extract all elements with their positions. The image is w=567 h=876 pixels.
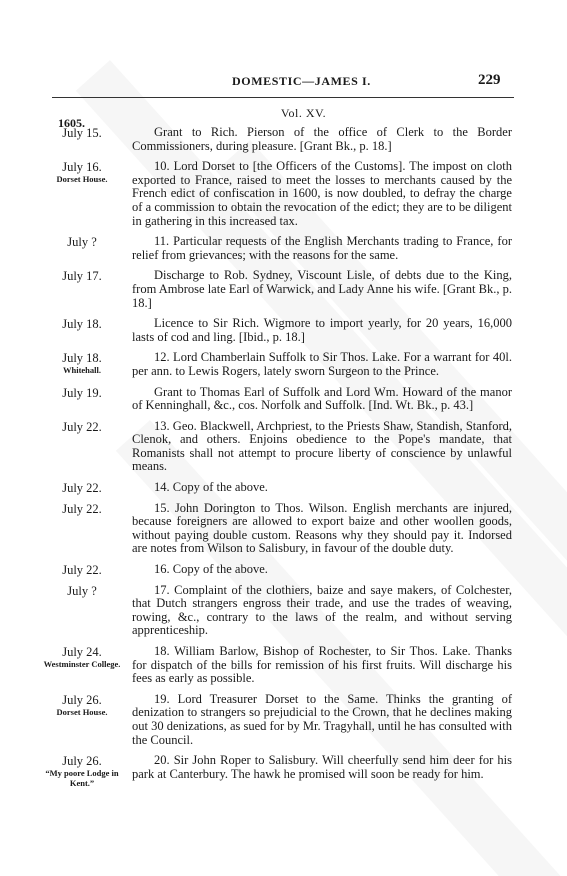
entry-date: July 24. [62,645,102,659]
calendar-entry [0,351,567,378]
calendar-entry [0,126,567,153]
calendar-entry [0,420,567,474]
page-number: 229 [478,72,501,88]
entry-date: July ? [67,235,97,250]
calendar-entry [0,753,567,789]
calendar-entry [0,502,567,556]
calendar-entry [0,481,567,495]
entry-place: Dorset House. [56,174,108,185]
entry-text: 10. Lord Dorset to [the Officers of the Customs]. The impost on cloth exported to France, raised to meet the losses to merchants caused by the French edict of confiscation in 1600, is now doubled, to defray the charge of a commission to obtain the revocation of the edict; they are to be diligent in gathering in this increased tax. [132,159,512,228]
calendar-entry [0,584,567,638]
entry-date: July 16. [62,160,102,175]
entry-place: Westminster College. [43,659,121,669]
entry-text: 13. Geo. Blackwell, Archpriest, to the Priests Shaw, Standish, Stanford, Clenok, and others. Enjoins obedience to the Pope's mandate, that Romanists shall not attempt to procure liberty of conscience by unlawful means. [132,418,512,474]
volume-heading: Vol. XV. [280,106,327,120]
entry-text: 16. Copy of the above. [154,562,268,577]
entry-text: 17. Complaint of the clothiers, baize and saye makers, of Colchester, that Dutch strangers engross their trade, and use the trades of weaving, rowing, &c., contrary to the laws of the realm, and without serving apprenticeship. [132,582,512,638]
entry-place: Whitehall. [62,365,102,376]
calendar-entry [0,645,567,686]
calendar-entry [0,693,567,747]
entry-text: 15. John Dorington to Thos. Wilson. English merchants are injured, because foreigners are allowed to export baize and other woollen goods, without paying double custom. Reasons why they should pay it. Indorsed are notes from Wilson to Salisbury, in favour of the double duty. [132,500,512,556]
calendar-entry [0,269,567,310]
calendar-entry [0,563,567,577]
entry-date: July 18. [62,317,102,332]
calendar-entry [0,317,567,344]
entry-text: Grant to Rich. Pierson of the office of Clerk to the Border Commissioners, during pleasure. [Grant Bk., p. 18.] [132,125,512,153]
entry-place: Dorset House. [56,706,108,717]
entry-text: 18. William Barlow, Bishop of Rochester, to Sir Thos. Lake. Thanks for dispatch of the bills for remission of his first fruits. Will discharge his fees as early as possible. [132,644,512,686]
running-title: DOMESTIC—JAMES I. [232,74,371,88]
page-header [0,74,567,94]
entry-date: July 15. [62,126,102,140]
entry-date: July 22. [62,419,102,434]
calendar-entry [0,386,567,413]
header-rule [52,97,514,98]
entry-date: July 26. [62,754,102,769]
calendar-entries [0,126,567,788]
entry-text: 14. Copy of the above. [154,480,268,495]
entry-text: 12. Lord Chamberlain Suffolk to Sir Thos. Lake. For a warrant for 40l. per ann. to Lewis Rogers, lately sworn Surgeon to the Prince. [132,350,512,378]
entry-date: July 19. [62,385,102,400]
entry-date: July 17. [62,269,102,284]
entry-text: 11. Particular requests of the English Merchants trading to France, for relief from grievances; with the reasons for the same. [132,234,512,262]
entry-date: July 18. [62,351,102,366]
year-label: 1605. [58,116,85,130]
entry-text: Licence to Sir Rich. Wigmore to import yearly, for 20 years, 16,000 lasts of cod and ling. [Ibid., p. 18.] [132,316,512,344]
entry-date: July 22. [62,563,102,578]
entry-place: “My poore Lodge in Kent.” [45,768,119,789]
calendar-entry [0,235,567,262]
entry-text: Discharge to Rob. Sydney, Viscount Lisle, of debts due to the King, from Ambrose late Earl of Warwick, and Lady Anne his wife. [Grant Bk., p. 18.] [132,268,512,310]
entry-date: July 26. [62,692,102,707]
entry-date: July 22. [62,481,102,496]
entry-text: 19. Lord Treasurer Dorset to the Same. Thinks the granting of denization to strangers so prejudicial to the Crown, that he declines making out 30 denizations, as sued for by Mr. Tragyhall, until he has consulted with the Council. [132,691,512,747]
entry-date: July ? [67,583,97,598]
entry-text: Grant to Thomas Earl of Suffolk and Lord Wm. Howard of the manor of Kenninghall, &c., cos. Norfolk and Suffolk. [Ind. Wt. Bk., p. 43.] [132,384,512,413]
entry-date: July 22. [62,501,102,516]
calendar-entry [0,160,567,228]
entry-text: 20. Sir John Roper to Salisbury. Will cheerfully send him deer for his park at Canterbury. The hawk he promised will soon be ready for him. [132,753,512,781]
